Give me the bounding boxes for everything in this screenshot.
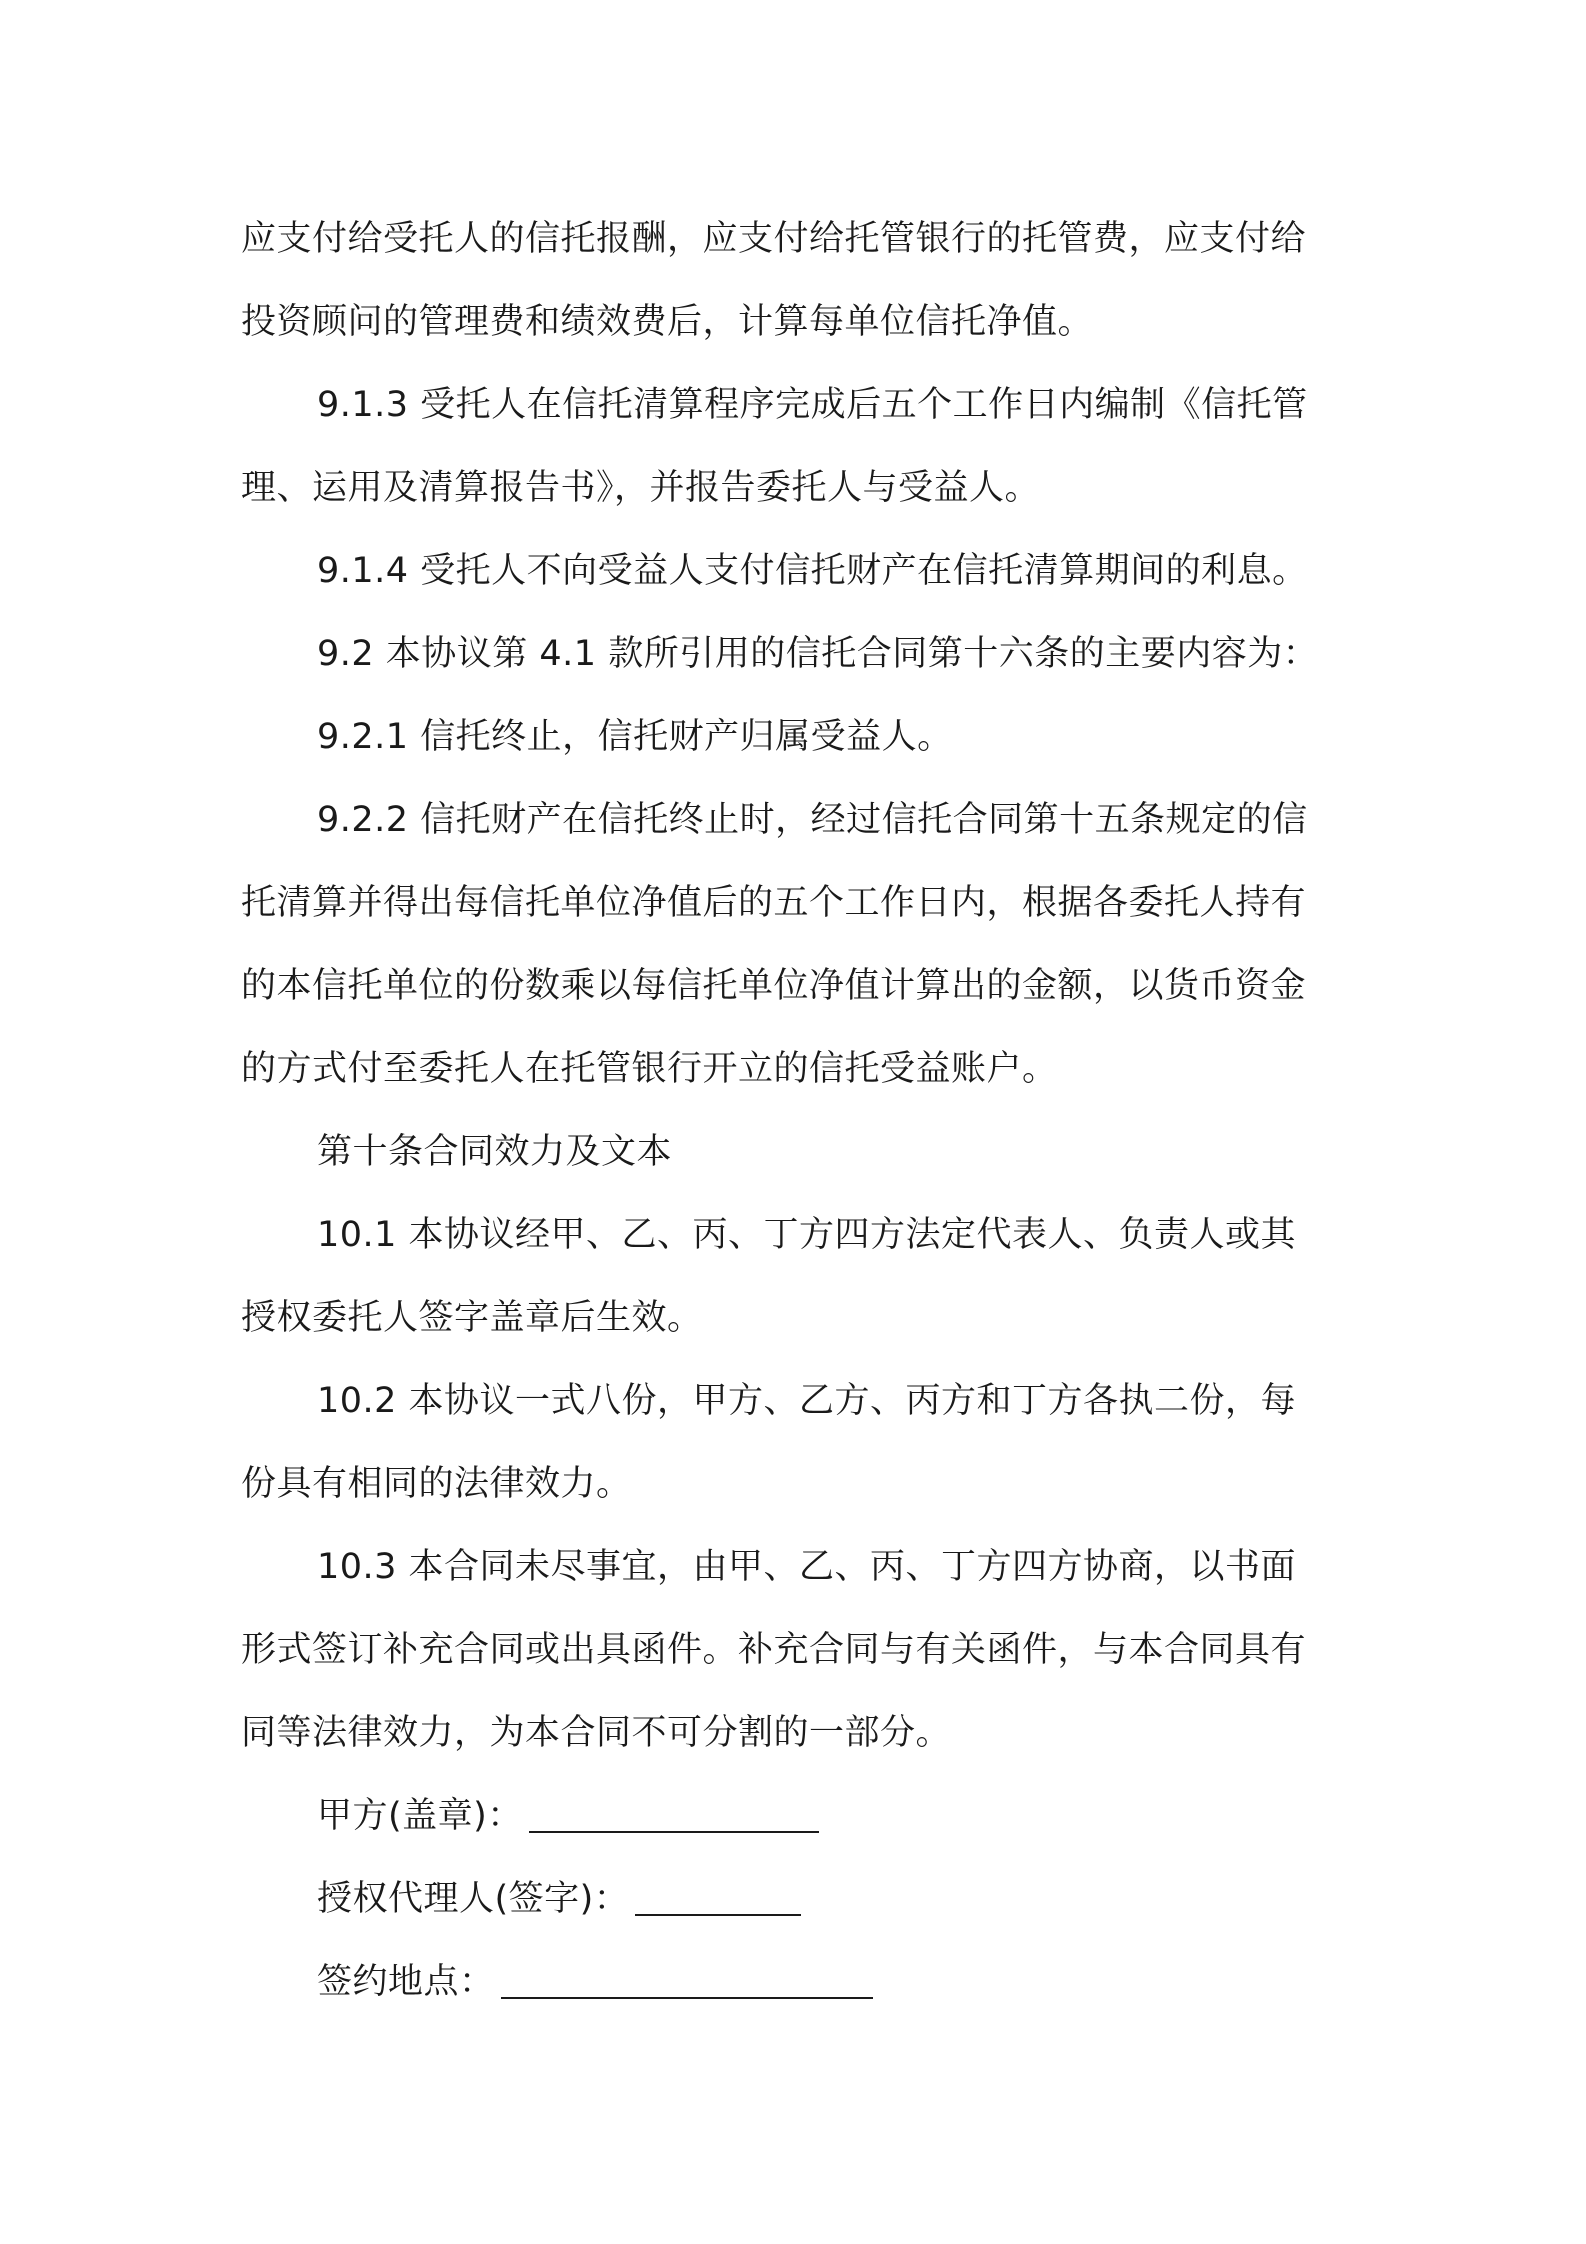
party-a-seal-blank[interactable]	[529, 1799, 819, 1833]
clause-10-1: 10.1 本协议经甲、乙、丙、丁方四方法定代表人、负责人或其	[317, 1215, 1297, 1255]
clause-10-3: 10.3 本合同未尽事宜，由甲、乙、丙、丁方四方协商，以书面	[317, 1547, 1297, 1587]
clause-9-1-4: 9.1.4 受托人不向受益人支付信托财产在信托清算期间的利息。	[317, 551, 1308, 591]
article-10-heading: 第十条合同效力及文本	[317, 1132, 673, 1172]
body-line: 的本信托单位的份数乘以每信托单位净值计算出的金额，以货币资金	[241, 966, 1307, 1006]
body-line: 理、运用及清算报告书》，并报告委托人与受益人。	[241, 468, 1041, 508]
agent-signature-row	[241, 1858, 1357, 1941]
body-line: 授权委托人签字盖章后生效。	[241, 1298, 703, 1338]
agent-label: 授权代理人(签字)：	[317, 1879, 630, 1919]
party-a-label: 甲方(盖章)：	[317, 1796, 523, 1836]
body-line: 托清算并得出每信托单位净值后的五个工作日内，根据各委托人持有	[241, 883, 1307, 923]
body-line: 的方式付至委托人在托管银行开立的信托受益账户。	[241, 1049, 1058, 1089]
place-label: 签约地点：	[317, 1962, 495, 2002]
document-body	[241, 198, 1357, 2024]
clause-9-2: 9.2 本协议第 4.1 款所引用的信托合同第十六条的主要内容为：	[317, 634, 1319, 674]
body-line: 应支付给受托人的信托报酬，应支付给托管银行的托管费，应支付给	[241, 219, 1307, 259]
place-signature-row	[241, 1941, 1357, 2024]
clause-9-2-2: 9.2.2 信托财产在信托终止时，经过信托合同第十五条规定的信	[317, 800, 1308, 840]
agent-signature-blank[interactable]	[635, 1882, 801, 1916]
body-line: 投资顾问的管理费和绩效费后，计算每单位信托净值。	[241, 302, 1094, 342]
signing-place-blank[interactable]	[501, 1965, 873, 1999]
body-line: 份具有相同的法律效力。	[241, 1464, 632, 1504]
clause-9-2-1: 9.2.1 信托终止，信托财产归属受益人。	[317, 717, 953, 757]
clause-10-2: 10.2 本协议一式八份，甲方、乙方、丙方和丁方各执二份，每	[317, 1381, 1297, 1421]
body-line: 形式签订补充合同或出具函件。补充合同与有关函件，与本合同具有	[241, 1630, 1307, 1670]
clause-9-1-3: 9.1.3 受托人在信托清算程序完成后五个工作日内编制《信托管	[317, 385, 1308, 425]
body-line: 同等法律效力，为本合同不可分割的一部分。	[241, 1713, 952, 1753]
party-a-signature-row	[241, 1775, 1357, 1858]
